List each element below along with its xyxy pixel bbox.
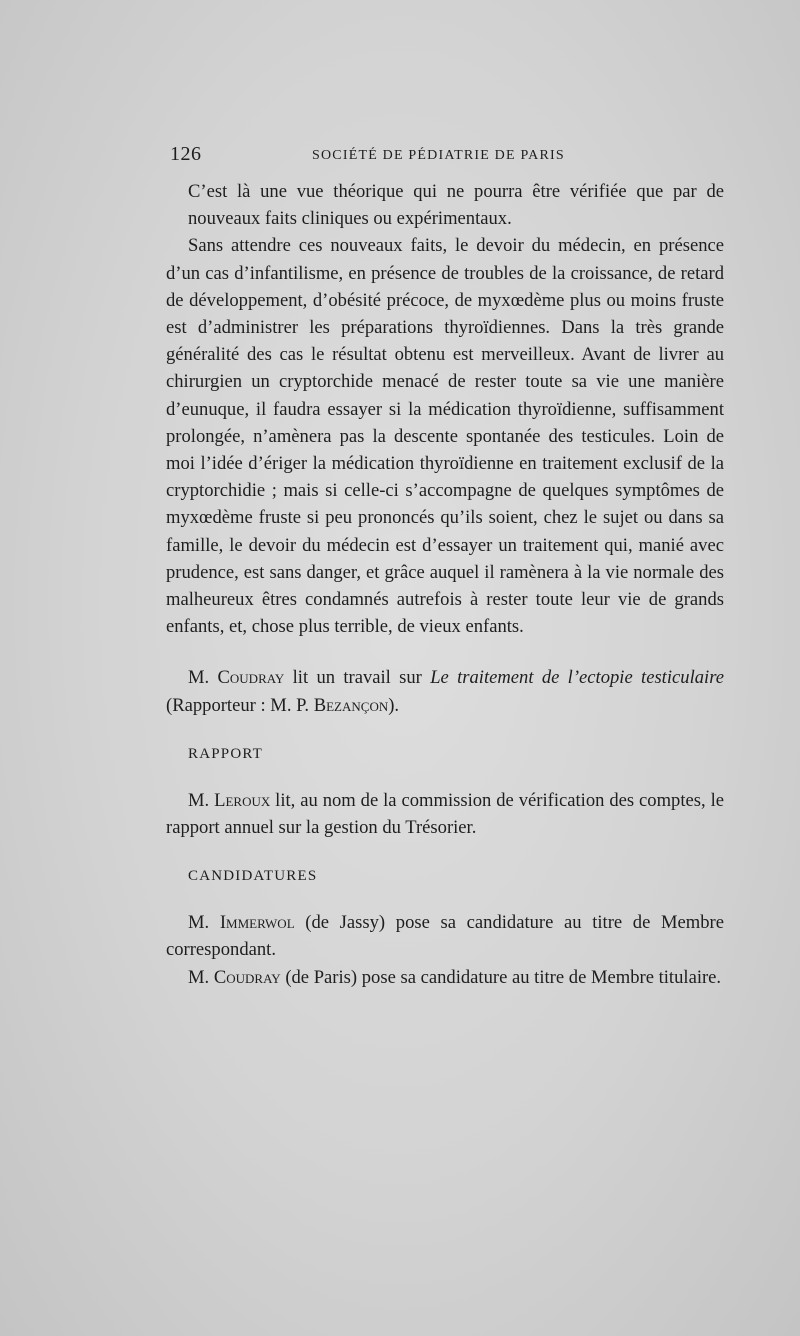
page-number: 126 — [170, 143, 202, 165]
paragraph-treatment: Sans attendre ces nouveaux faits, le devoir du médecin, en présence d’un cas d’infantilisme, en présence de troubles de la croissance, de retard de développement, d’obésité précoce, de myxœdème plus ou moins fruste est d’administrer les préparations thyroïdiennes. Dans la très grande généralité des cas le résultat obtenu est merveilleux. Avant de livrer au chirurgien un cryptorchide menacé de rester toute sa vie une manière d’eunuque, il faudra essayer si la médication thyroïdienne, suffisamment prolongée, n’amènera pas la descente spontanée des testicules. Loin de moi l’idée d’ériger la médication thyroïdienne en traitement exclusif de la cryptorchidie ; mais si celle-ci s’accompagne de quelques symptômes de myxœdème fruste si peu prononcés qu’ils soient, chez le sujet ou dans sa famille, le devoir du médecin est d’essayer un traitement qui, manié avec prudence, est sans danger, et grâce auquel il ramènera à la vie normale des malheureux êtres condamnés autrefois à rester toute leur vie de grands enfants, et, chose plus terrible, de vieux enfants. — [166, 235, 724, 638]
rapport-speaker-name: Leroux — [214, 789, 271, 811]
rapport-prefix: M. — [188, 789, 215, 811]
rapport-text: lit, au nom de la commission de vérification des comptes, le rapport annuel sur la gestion du Trésorier. — [166, 789, 724, 839]
candidate-text: (de Jassy) pose sa candidature au titre de Membre correspondant. — [166, 912, 724, 961]
paragraph-coudray-talk — [166, 664, 724, 718]
body-text — [166, 178, 724, 991]
candidatures-heading: CANDIDATURES — [188, 868, 318, 885]
paragraph-rapport — [166, 787, 724, 841]
running-head — [166, 143, 724, 173]
candidate-text: (de Paris) pose sa candidature au titre de Membre titulaire. — [280, 966, 722, 988]
rapporteur-open: (Rapporteur : M. P. — [166, 694, 314, 716]
candidate-name: Coudray — [213, 966, 281, 988]
candidate-prefix: M. — [188, 966, 214, 988]
rapporteur-close: ). — [388, 694, 400, 716]
talk-title: Le traitement de l’ectopie testiculaire — [430, 667, 724, 689]
paragraph-conclusion: C’est là une vue théorique qui ne pourra être vérifiée que par de nouveaux faits cliniques ou expérimentaux. — [188, 181, 724, 230]
running-title: SOCIÉTÉ DE PÉDIATRIE DE PARIS — [312, 148, 565, 163]
candidate-prefix: M. — [188, 912, 220, 934]
rapporteur-name: Bezançon — [313, 694, 389, 716]
rapport-heading: RAPPORT — [188, 745, 264, 762]
candidate-name: Immerwol — [219, 912, 295, 934]
candidature-item — [166, 964, 724, 991]
talk-verb: lit un travail sur — [284, 667, 431, 689]
talk-prefix: M. — [188, 667, 218, 689]
speaker-name: Coudray — [217, 667, 285, 689]
candidature-item — [166, 909, 724, 963]
